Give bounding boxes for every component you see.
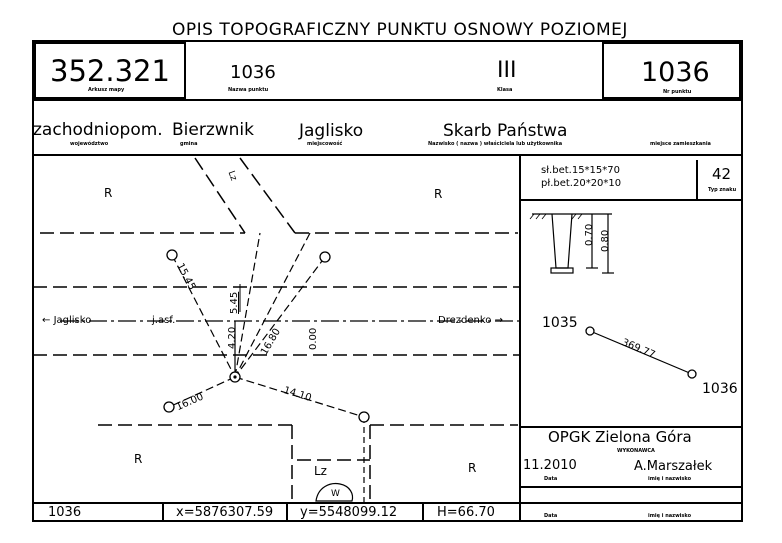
distance-1545: 15.45	[174, 261, 198, 292]
dimension-070: 0.70	[584, 223, 595, 246]
distance-000: 0.00	[308, 327, 319, 350]
distance-1600: 16.00	[174, 391, 206, 414]
point-name: 1036	[230, 62, 276, 83]
forest-track-label: Lz	[225, 169, 239, 183]
executor-name-label: imię i nazwisko	[648, 476, 692, 482]
class-label: Klasa	[497, 87, 513, 93]
owner: Skarb Państwa	[443, 121, 568, 141]
road-east-text: Drezdenko	[438, 315, 492, 326]
owner-label: Nazwisko ( nazwa ) właściciela lub użytkownika	[428, 141, 563, 147]
locality: Jaglisko	[299, 121, 364, 141]
road-west-label: ← Jaglisko	[42, 315, 92, 326]
forest-label: Lz	[314, 464, 327, 478]
residence-label: miejsce zamieszkania	[650, 141, 711, 147]
point-number: 1036	[641, 57, 710, 88]
field-label-se: R	[468, 461, 477, 475]
field-label-ne: R	[434, 187, 443, 201]
dimension-080: 0.80	[600, 229, 611, 252]
update-date-label: Data	[544, 513, 558, 519]
municipality-label: gmina	[180, 141, 198, 147]
footer-x: x=5876307.59	[176, 505, 274, 520]
sign-type-label: Typ znaku	[708, 187, 737, 193]
road-east-label: Drezdenko →	[438, 315, 503, 326]
footer-y: y=5548099.12	[300, 505, 398, 520]
distance-1680: 16.80	[259, 326, 283, 357]
mini-map-to: 1036	[702, 381, 738, 397]
voivodeship-label: województwo	[70, 141, 109, 147]
executor-date-label: Data	[544, 476, 558, 482]
field-label-nw: R	[104, 186, 113, 200]
mini-map-distance: 369.77	[620, 337, 657, 361]
executor-label: WYKONAWCA	[617, 448, 655, 454]
class-value: III	[497, 58, 517, 83]
field-label-sw: R	[134, 452, 143, 466]
update-name-label: imię i nazwisko	[648, 513, 692, 519]
distance-420: 4.20	[227, 326, 238, 349]
point-number-label: Nr punktu	[663, 89, 692, 95]
locality-label: miejscowość	[307, 141, 343, 147]
municipality: Bierzwnik	[172, 120, 255, 140]
sheet-label: Arkusz mapy	[88, 87, 125, 93]
footer-h: H=66.70	[437, 505, 495, 520]
sign-type: 42	[712, 165, 732, 183]
sign-line-2: pł.bet.20*20*10	[541, 178, 622, 189]
point-name-label: Nazwa punktu	[228, 87, 269, 93]
road-surface-label: j.asf.	[152, 315, 176, 326]
footer-point: 1036	[48, 505, 82, 520]
executor-name: A.Marszałek	[634, 459, 713, 474]
distance-1410: 14.10	[282, 385, 313, 404]
form-title: OPIS TOPOGRAFICZNY PUNKTU OSNOWY POZIOMEJ	[172, 20, 628, 40]
voivodeship: zachodniopom.	[33, 120, 163, 140]
sign-line-1: sł.bet.15*15*70	[541, 165, 621, 176]
road-west-text: Jaglisko	[53, 315, 92, 326]
executor-org: OPGK Zielona Góra	[548, 428, 692, 446]
distance-545: 5.45	[229, 291, 240, 314]
mini-map-from: 1035	[542, 315, 578, 331]
water-label: W	[331, 489, 340, 499]
sheet-number: 352.321	[50, 54, 170, 88]
executor-date: 11.2010	[523, 458, 577, 473]
